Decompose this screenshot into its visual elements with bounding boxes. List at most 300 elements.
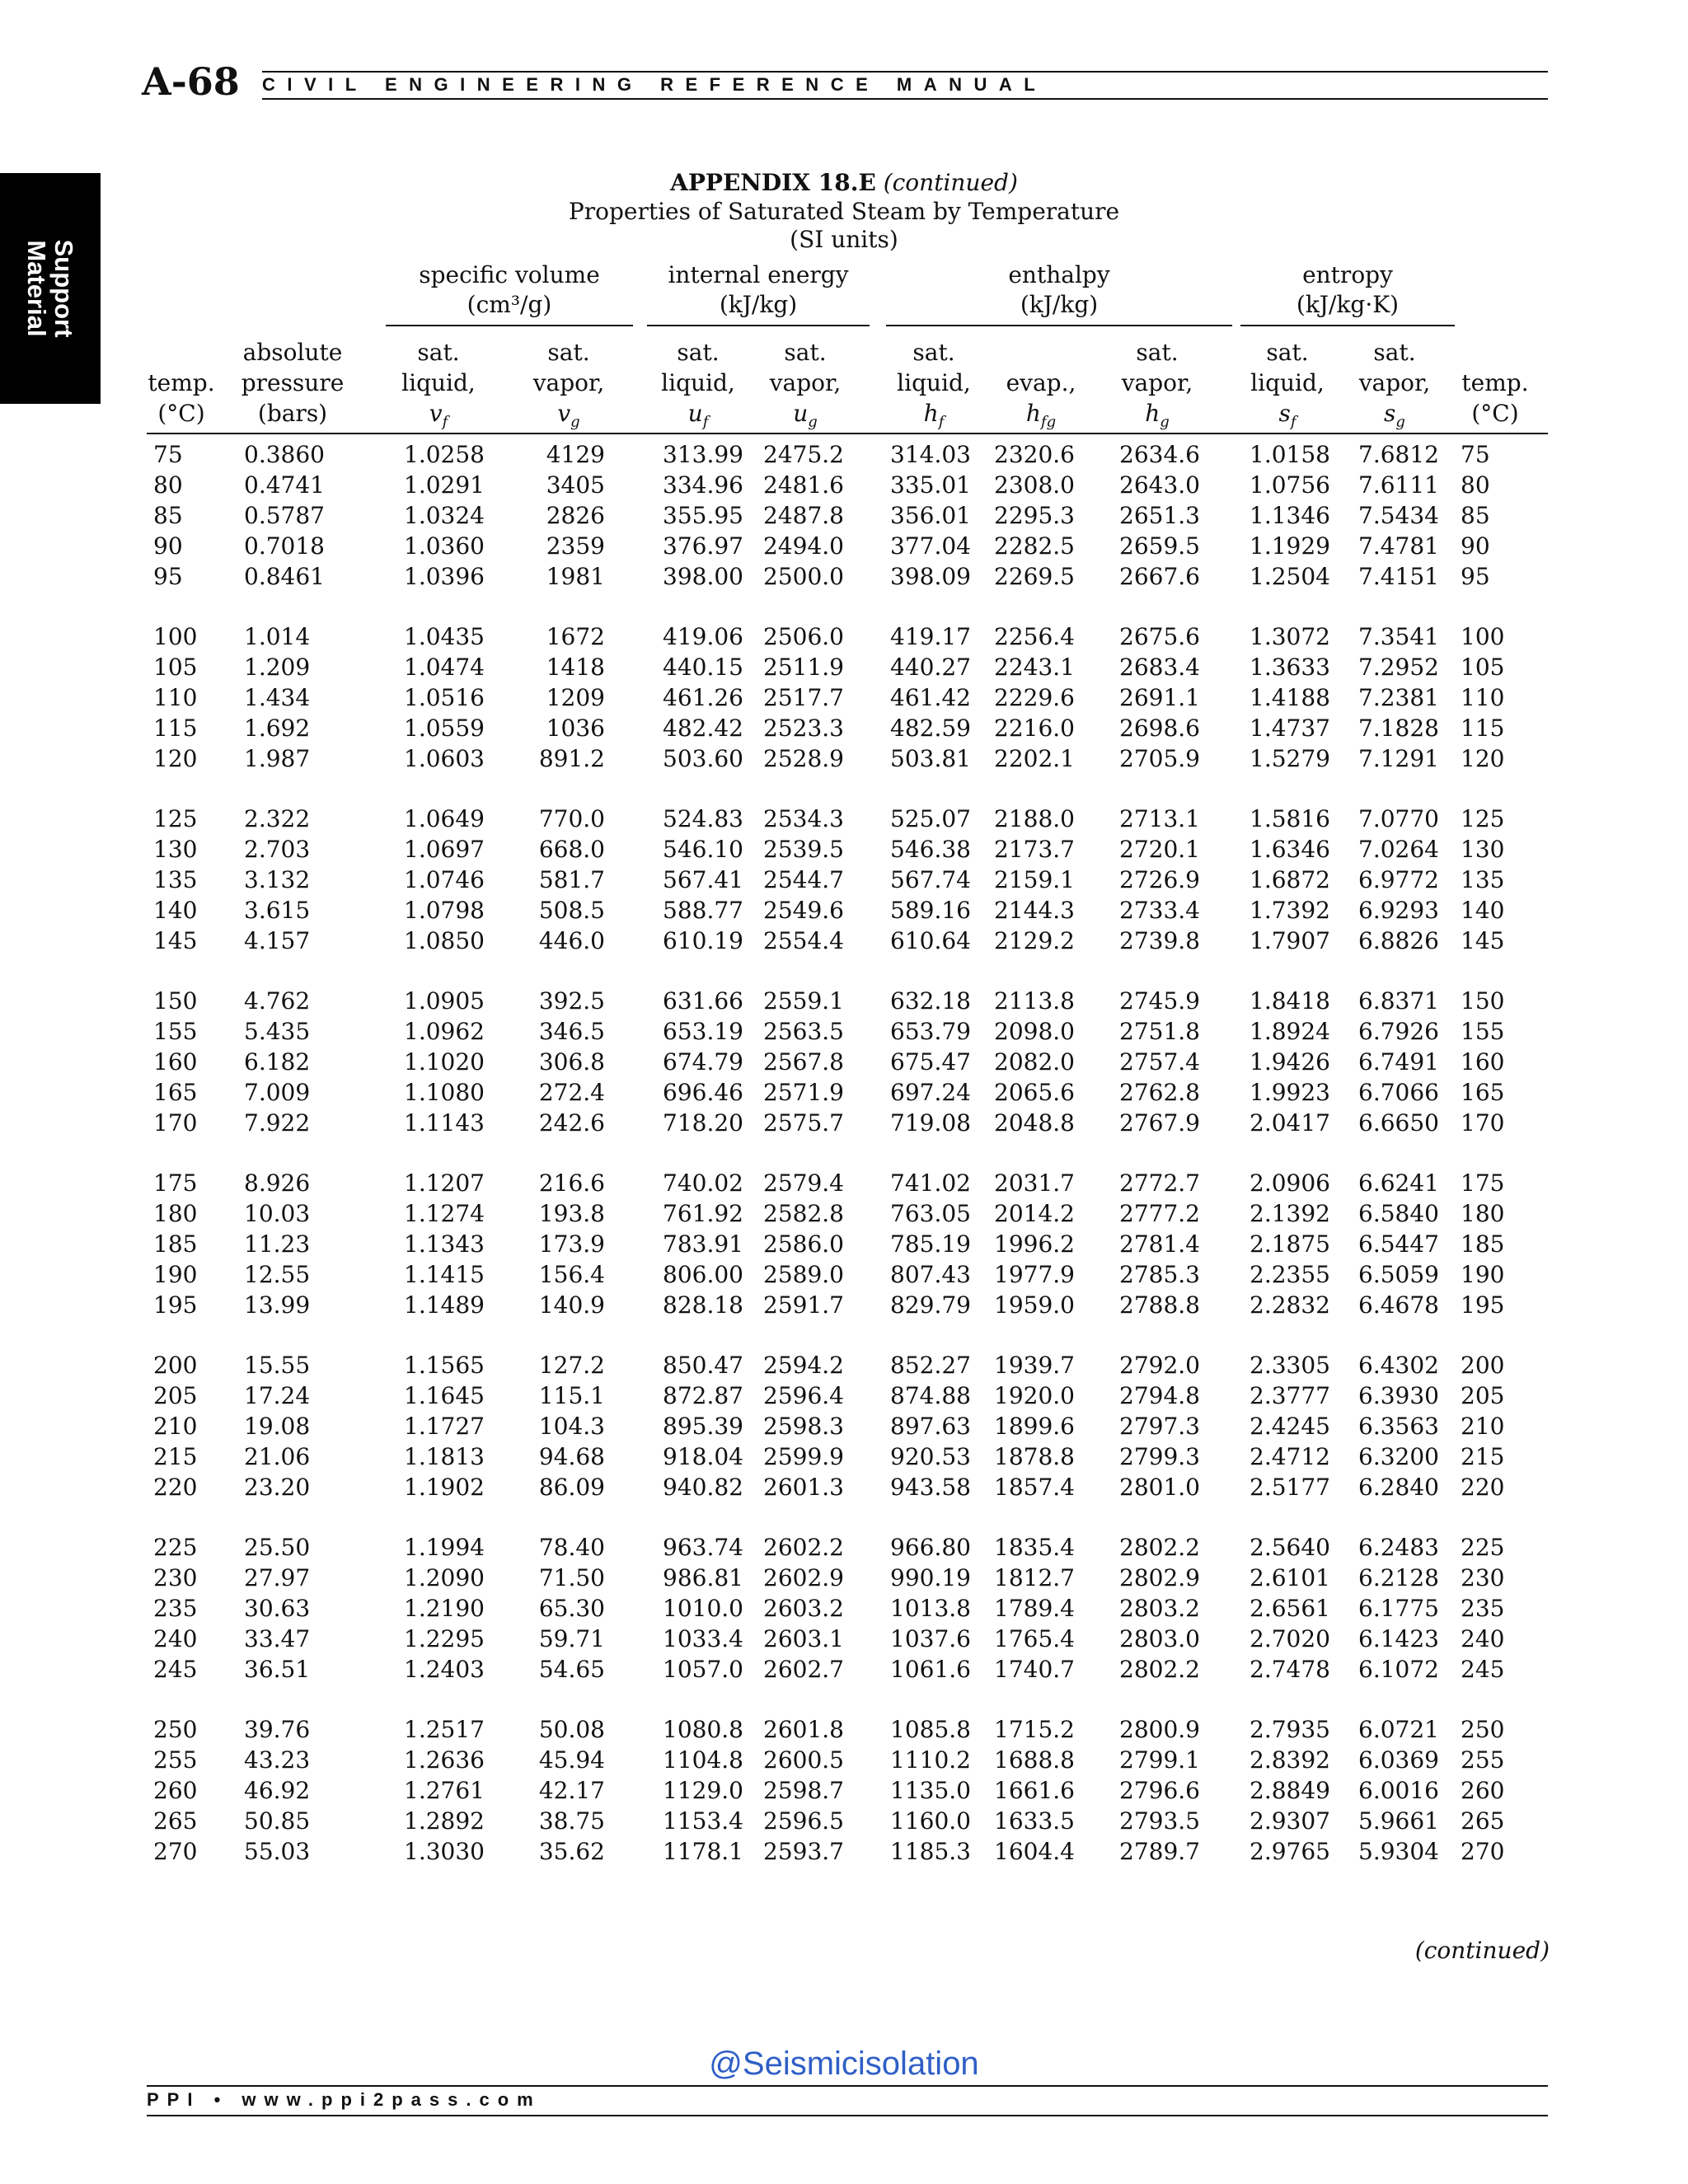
footer-rule-top (147, 2085, 1548, 2087)
table-cell: 6.3200 (1358, 1443, 1439, 1470)
table-cell: 265 (1461, 1807, 1505, 1835)
table-cell: 6.0369 (1358, 1746, 1439, 1774)
table-cell: 6.7926 (1358, 1018, 1439, 1045)
table-cell: 270 (153, 1838, 198, 1865)
table-cell: 6.1775 (1358, 1595, 1439, 1622)
table-cell: 6.8371 (1358, 987, 1439, 1015)
column-header-4 (653, 337, 743, 438)
table-cell: 2803.2 (1119, 1595, 1200, 1622)
column-symbol-subscript: f (702, 413, 709, 431)
table-cell: 1.5279 (1250, 745, 1330, 772)
table-cell: 255 (153, 1746, 198, 1774)
table-cell: 7.1291 (1358, 745, 1439, 772)
column-header-line1: sat. (912, 339, 955, 366)
table-cell: 175 (1461, 1169, 1505, 1197)
table-cell: 2593.7 (763, 1838, 844, 1865)
table-cell: 392.5 (538, 987, 605, 1015)
table-row (0, 926, 1688, 956)
table-cell: 1057.0 (663, 1656, 743, 1683)
column-header-line2: vapor, (769, 369, 842, 396)
table-cell: 11.23 (244, 1230, 311, 1258)
table-cell: 674.79 (663, 1048, 743, 1076)
table-cell: 173.9 (538, 1230, 605, 1258)
table-cell: 2659.5 (1119, 532, 1200, 560)
table-cell: 2014.2 (994, 1200, 1075, 1227)
table-cell: 6.3563 (1358, 1413, 1439, 1440)
table-cell: 1.7907 (1250, 927, 1330, 954)
table-cell: 1939.7 (994, 1352, 1075, 1379)
table-cell: 220 (1461, 1474, 1505, 1501)
table-cell: 313.99 (663, 441, 743, 468)
table-cell: 6.5447 (1358, 1230, 1439, 1258)
table-cell: 2772.7 (1119, 1169, 1200, 1197)
column-symbol: h (923, 400, 939, 427)
table-cell: 920.53 (890, 1443, 971, 1470)
table-cell: 461.42 (890, 684, 971, 711)
table-cell: 230 (1461, 1564, 1505, 1591)
table-row (0, 743, 1688, 774)
group-internal-energy (647, 260, 870, 320)
table-row (0, 804, 1688, 834)
table-cell: 2739.8 (1119, 927, 1200, 954)
table-cell: 195 (153, 1291, 198, 1319)
table-cell: 1033.4 (663, 1625, 743, 1652)
table-cell: 2767.9 (1119, 1109, 1200, 1137)
table-cell: 7.4781 (1358, 532, 1439, 560)
column-header-line3 (1108, 398, 1207, 438)
table-cell: 2144.3 (994, 897, 1075, 924)
table-cell: 1.0559 (404, 715, 485, 742)
table-cell: 2602.7 (763, 1656, 844, 1683)
table-cell: 770.0 (538, 805, 605, 832)
table-cell: 175 (153, 1169, 198, 1197)
table-cell: 7.922 (244, 1109, 311, 1137)
table-cell: 653.19 (663, 1018, 743, 1045)
table-cell: 2.4712 (1250, 1443, 1330, 1470)
table-row (0, 1593, 1688, 1624)
table-cell: 2.1875 (1250, 1230, 1330, 1258)
table-cell: 90 (153, 532, 183, 560)
table-cell: 696.46 (663, 1079, 743, 1106)
table-cell: 2.4245 (1250, 1413, 1330, 1440)
table-cell: 419.06 (663, 623, 743, 650)
table-cell: 1672 (546, 623, 605, 650)
table-cell: 1.2403 (404, 1656, 485, 1683)
table-cell: 1061.6 (890, 1656, 971, 1683)
table-cell: 2.7020 (1250, 1625, 1330, 1652)
table-cell: 1.0756 (1250, 471, 1330, 499)
table-cell: 2683.4 (1119, 654, 1200, 681)
header-rule-bottom (262, 98, 1548, 100)
table-row (0, 1168, 1688, 1198)
table-cell: 829.79 (890, 1291, 971, 1319)
table-cell: 110 (1461, 684, 1505, 711)
table-cell: 610.64 (890, 927, 971, 954)
column-header-line2: temp. (148, 369, 215, 396)
table-cell: 1996.2 (994, 1230, 1075, 1258)
table-cell: 1.692 (244, 715, 311, 742)
table-cell: 1.2761 (404, 1777, 485, 1804)
table-cell: 891.2 (538, 745, 605, 772)
table-cell: 2826 (546, 502, 605, 529)
column-header-line1 (996, 337, 1086, 368)
table-row (0, 1108, 1688, 1138)
table-cell: 482.59 (890, 715, 971, 742)
table-cell: 33.47 (244, 1625, 311, 1652)
table-cell: 155 (1461, 1018, 1505, 1045)
table-cell: 170 (1461, 1109, 1505, 1137)
column-header-line3 (653, 398, 743, 438)
table-cell: 2.6561 (1250, 1595, 1330, 1622)
table-cell: 2523.3 (763, 715, 844, 742)
table-cell: 806.00 (663, 1261, 743, 1288)
table-cell: 2216.0 (994, 715, 1075, 742)
table-cell: 1.1994 (404, 1534, 485, 1561)
table-cell: 2129.2 (994, 927, 1075, 954)
table-cell: 30.63 (244, 1595, 311, 1622)
table-cell: 180 (153, 1200, 198, 1227)
table-cell: 250 (153, 1716, 198, 1743)
table-cell: 1209 (546, 684, 605, 711)
table-cell: 1.7392 (1250, 897, 1330, 924)
table-cell: 1835.4 (994, 1534, 1075, 1561)
table-cell: 2.0906 (1250, 1169, 1330, 1197)
table-cell: 190 (1461, 1261, 1505, 1288)
table-cell: 376.97 (663, 532, 743, 560)
table-cell: 120 (1461, 745, 1505, 772)
table-row (0, 470, 1688, 500)
table-cell: 2243.1 (994, 654, 1075, 681)
table-cell: 1.014 (244, 623, 311, 650)
table-cell: 5.9661 (1358, 1807, 1439, 1835)
table-cell: 17.24 (244, 1382, 311, 1409)
table-cell: 1981 (546, 563, 605, 590)
table-cell: 588.77 (663, 897, 743, 924)
table-cell: 1688.8 (994, 1746, 1075, 1774)
table-cell: 1110.2 (890, 1746, 971, 1774)
table-cell: 6.182 (244, 1048, 311, 1076)
table-cell: 1036 (546, 715, 605, 742)
table-cell: 135 (1461, 866, 1505, 893)
table-cell: 1.0360 (404, 532, 485, 560)
table-cell: 95 (153, 563, 183, 590)
table-cell: 589.16 (890, 897, 971, 924)
table-cell: 240 (153, 1625, 198, 1652)
group-name: specific volume (419, 261, 600, 288)
table-cell: 2.8392 (1250, 1746, 1330, 1774)
table-cell: 2596.5 (763, 1807, 844, 1835)
table-cell: 940.82 (663, 1474, 743, 1501)
table-cell: 2.9307 (1250, 1807, 1330, 1835)
table-cell: 6.9293 (1358, 897, 1439, 924)
table-cell: 255 (1461, 1746, 1505, 1774)
table-cell: 115.1 (538, 1382, 605, 1409)
table-cell: 2173.7 (994, 836, 1075, 863)
table-cell: 6.5840 (1358, 1200, 1439, 1227)
table-row (0, 1714, 1688, 1745)
table-cell: 270 (1461, 1838, 1505, 1865)
column-header-line3 (760, 398, 851, 438)
table-cell: 245 (1461, 1656, 1505, 1683)
table-cell: 581.7 (538, 866, 605, 893)
publisher-footer: PPI • www.ppi2pass.com (147, 2089, 542, 2110)
table-cell: 2667.6 (1119, 563, 1200, 590)
table-cell: 872.87 (663, 1382, 743, 1409)
table-cell: 2282.5 (994, 532, 1075, 560)
table-cell: 2567.8 (763, 1048, 844, 1076)
table-row (0, 1563, 1688, 1593)
table-cell: 193.8 (538, 1200, 605, 1227)
table-cell: 2.8849 (1250, 1777, 1330, 1804)
column-header-2 (389, 337, 488, 438)
table-cell: 110 (153, 684, 198, 711)
table-cell: 170 (153, 1109, 198, 1137)
column-header-line3 (889, 398, 979, 438)
table-cell: 2599.9 (763, 1443, 844, 1470)
table-cell: 2202.1 (994, 745, 1075, 772)
table-row (0, 621, 1688, 652)
table-cell: 150 (153, 987, 198, 1015)
table-cell: 65.30 (538, 1595, 605, 1622)
table-row (0, 561, 1688, 592)
table-cell: 2549.6 (763, 897, 844, 924)
column-symbol: h (1145, 400, 1160, 427)
table-cell: 966.80 (890, 1534, 971, 1561)
footer-rule-bottom (147, 2115, 1548, 2116)
table-cell: 120 (153, 745, 198, 772)
table-cell: 2803.0 (1119, 1625, 1200, 1652)
table-cell: 719.08 (890, 1109, 971, 1137)
table-cell: 2793.5 (1119, 1807, 1200, 1835)
table-cell: 2591.7 (763, 1291, 844, 1319)
table-cell: 398.00 (663, 563, 743, 590)
table-cell: 1.8924 (1250, 1018, 1330, 1045)
table-cell: 1920.0 (994, 1382, 1075, 1409)
column-symbol: h (1025, 400, 1041, 427)
table-cell: 1.1813 (404, 1443, 485, 1470)
table-cell: 1.2892 (404, 1807, 485, 1835)
table-cell: 2113.8 (994, 987, 1075, 1015)
table-cell: 2.3305 (1250, 1352, 1330, 1379)
column-header-line1: sat. (784, 339, 827, 366)
table-cell: 6.6650 (1358, 1109, 1439, 1137)
table-cell: 240 (1461, 1625, 1505, 1652)
table-row (0, 1047, 1688, 1077)
table-cell: 2.322 (244, 805, 311, 832)
column-header-5 (760, 337, 851, 438)
table-cell: 7.0770 (1358, 805, 1439, 832)
book-title: CIVIL ENGINEERING REFERENCE MANUAL (262, 74, 1048, 95)
table-cell: 215 (153, 1443, 198, 1470)
column-header-line2: liquid, (661, 369, 735, 396)
table-cell: 2359 (546, 532, 605, 560)
table-cell: 2082.0 (994, 1048, 1075, 1076)
table-cell: 1418 (546, 654, 605, 681)
column-header-line2: vapor, (532, 369, 605, 396)
table-cell: 546.38 (890, 836, 971, 863)
table-cell: 2713.1 (1119, 805, 1200, 832)
table-row (0, 1654, 1688, 1685)
table-cell: 2544.7 (763, 866, 844, 893)
table-cell: 2602.2 (763, 1534, 844, 1561)
table-cell: 130 (1461, 836, 1505, 863)
column-header-line1 (1452, 337, 1538, 368)
table-cell: 2586.0 (763, 1230, 844, 1258)
table-cell: 127.2 (538, 1352, 605, 1379)
table-cell: 155 (153, 1018, 198, 1045)
table-row (0, 986, 1688, 1016)
table-cell: 1010.0 (663, 1595, 743, 1622)
table-row (0, 500, 1688, 531)
table-cell: 1.9923 (1250, 1079, 1330, 1106)
table-cell: 3405 (546, 471, 605, 499)
table-row (0, 1532, 1688, 1563)
table-cell: 80 (153, 471, 183, 499)
table-cell: 1080.8 (663, 1716, 743, 1743)
table-cell: 1.0474 (404, 654, 485, 681)
table-cell: 807.43 (890, 1261, 971, 1288)
table-cell: 1899.6 (994, 1413, 1075, 1440)
table-cell: 1.987 (244, 745, 311, 772)
column-header-line3: (°C) (157, 400, 205, 427)
table-cell: 718.20 (663, 1109, 743, 1137)
table-cell: 6.4302 (1358, 1352, 1439, 1379)
table-cell: 2494.0 (763, 532, 844, 560)
group-specific-volume (386, 260, 633, 320)
table-cell: 335.01 (890, 471, 971, 499)
table-cell: 1.1415 (404, 1261, 485, 1288)
column-symbol-subscript: g (1395, 413, 1405, 431)
table-cell: 210 (153, 1413, 198, 1440)
table-cell: 1715.2 (994, 1716, 1075, 1743)
table-cell: 85 (1461, 502, 1490, 529)
table-cell: 1.2190 (404, 1595, 485, 1622)
table-cell: 2528.9 (763, 745, 844, 772)
table-cell: 1185.3 (890, 1838, 971, 1865)
table-cell: 2159.1 (994, 866, 1075, 893)
table-cell: 46.92 (244, 1777, 311, 1804)
table-cell: 95 (1461, 563, 1490, 590)
table-cell: 45.94 (538, 1746, 605, 1774)
table-cell: 1604.4 (994, 1838, 1075, 1865)
table-cell: 185 (153, 1230, 198, 1258)
table-cell: 419.17 (890, 623, 971, 650)
table-cell: 105 (153, 654, 198, 681)
column-header-line2: liquid, (401, 369, 476, 396)
column-header-line2: evap., (1006, 369, 1076, 396)
table-cell: 440.27 (890, 654, 971, 681)
table-row (0, 531, 1688, 561)
table-cell: 2796.6 (1119, 1777, 1200, 1804)
table-cell: 145 (1461, 927, 1505, 954)
column-header-line2: liquid, (1250, 369, 1325, 396)
table-cell: 6.7491 (1358, 1048, 1439, 1076)
table-cell: 2320.6 (994, 441, 1075, 468)
table-cell: 1.1274 (404, 1200, 485, 1227)
table-cell: 225 (1461, 1534, 1505, 1561)
table-cell: 156.4 (538, 1261, 605, 1288)
table-cell: 250 (1461, 1716, 1505, 1743)
table-cell: 2.7935 (1250, 1716, 1330, 1743)
table-cell: 2571.9 (763, 1079, 844, 1106)
table-row (0, 1624, 1688, 1654)
table-cell: 7.1828 (1358, 715, 1439, 742)
table-cell: 1812.7 (994, 1564, 1075, 1591)
table-cell: 990.19 (890, 1564, 971, 1591)
table-cell: 2802.2 (1119, 1534, 1200, 1561)
group-rule-internal-energy (647, 325, 870, 326)
table-cell: 2785.3 (1119, 1261, 1200, 1288)
column-header-line1: sat. (417, 339, 460, 366)
table-cell: 2801.0 (1119, 1474, 1200, 1501)
table-cell: 216.6 (538, 1169, 605, 1197)
column-header-6 (889, 337, 979, 438)
table-cell: 1.0435 (404, 623, 485, 650)
table-cell: 2.3777 (1250, 1382, 1330, 1409)
table-cell: 1085.8 (890, 1716, 971, 1743)
table-cell: 918.04 (663, 1443, 743, 1470)
table-cell: 1153.4 (663, 1807, 743, 1835)
table-cell: 105 (1461, 654, 1505, 681)
table-cell: 2789.7 (1119, 1838, 1200, 1865)
table-cell: 6.0721 (1358, 1716, 1439, 1743)
table-cell: 265 (153, 1807, 198, 1835)
table-cell: 2751.8 (1119, 1018, 1200, 1045)
table-cell: 21.06 (244, 1443, 311, 1470)
table-header-rule (147, 433, 1548, 434)
table-cell: 2601.8 (763, 1716, 844, 1743)
table-row (0, 682, 1688, 713)
table-row (0, 1745, 1688, 1775)
table-cell: 35.62 (538, 1838, 605, 1865)
table-row (0, 1077, 1688, 1108)
table-cell: 1160.0 (890, 1807, 971, 1835)
table-cell: 761.92 (663, 1200, 743, 1227)
table-cell: 6.1423 (1358, 1625, 1439, 1652)
table-row (0, 895, 1688, 926)
table-cell: 0.7018 (244, 532, 325, 560)
appendix-caption (0, 169, 1688, 196)
table-cell: 398.09 (890, 563, 971, 590)
table-cell: 440.15 (663, 654, 743, 681)
column-symbol-subscript: g (808, 413, 818, 431)
table-cell: 260 (153, 1777, 198, 1804)
column-symbol-subscript: f (442, 413, 448, 431)
column-symbol: v (429, 400, 443, 427)
column-symbol: s (1278, 400, 1291, 427)
table-cell: 828.18 (663, 1291, 743, 1319)
table-cell: 2579.4 (763, 1169, 844, 1197)
table-cell: 2589.0 (763, 1261, 844, 1288)
table-cell: 19.08 (244, 1413, 311, 1440)
table-cell: 272.4 (538, 1079, 605, 1106)
table-cell: 852.27 (890, 1352, 971, 1379)
table-title: Properties of Saturated Steam by Temperature (568, 198, 1120, 225)
table-cell: 2.0417 (1250, 1109, 1330, 1137)
group-entropy (1240, 260, 1455, 320)
table-cell: 6.1072 (1358, 1656, 1439, 1683)
table-cell: 1.1346 (1250, 502, 1330, 529)
table-cell: 55.03 (244, 1838, 311, 1865)
table-cell: 2256.4 (994, 623, 1075, 650)
table-cell: 2269.5 (994, 563, 1075, 590)
table-cell: 7.2381 (1358, 684, 1439, 711)
table-cell: 1789.4 (994, 1595, 1075, 1622)
column-header-line1: sat. (1136, 339, 1179, 366)
table-cell: 6.4678 (1358, 1291, 1439, 1319)
table-cell: 2726.9 (1119, 866, 1200, 893)
table-cell: 4129 (546, 441, 605, 468)
